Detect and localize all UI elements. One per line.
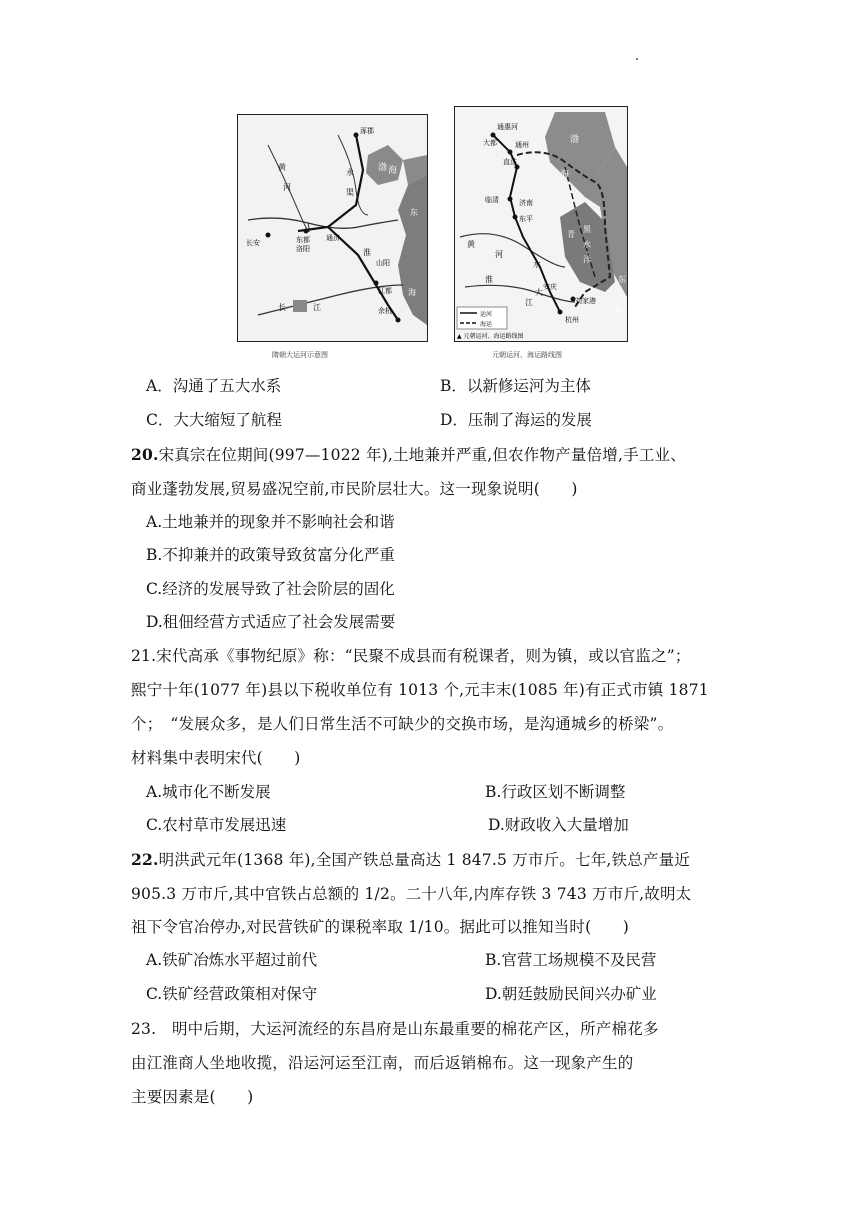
label-bo: 渤 — [378, 163, 388, 173]
label-tongzhou: 通州 — [515, 141, 529, 149]
legend-canal: 运河 — [480, 311, 493, 318]
label-huang: 黄 — [278, 163, 286, 172]
label-bo-r: 渤 — [570, 135, 580, 145]
label-huai: 淮 — [363, 248, 371, 257]
label-luoyang: 洛阳 — [296, 245, 310, 253]
label-chang: 长 — [278, 303, 286, 312]
label-qu: 渠 — [346, 188, 354, 197]
q21-option-d: D.财政收入大量增加 — [488, 816, 629, 834]
label-changan: 长安 — [246, 239, 260, 247]
q22-text-line1: 明洪武元年(1368 年),全国产铁总量高达 1 847.5 万市斤。七年,铁总产量近 — [158, 851, 691, 869]
q19-option-a: A．沟通了五大水系 — [146, 377, 282, 395]
yuan-inner-caption: ▲ 元朝运河、海运路线图 — [457, 333, 524, 340]
q20-option-d: D.租佃经营方式适应了社会发展需要 — [146, 613, 396, 631]
label-hangzhou: 杭州 — [565, 316, 579, 324]
label-da: 大 — [535, 288, 543, 297]
label-he-r: 河 — [495, 250, 503, 259]
q22-option-b: B.官营工场规模不及民营 — [485, 951, 657, 969]
label-jiangdu: 江都 — [378, 287, 392, 295]
q20-stem-line2: 商业蓬勃发展,贸易盛况空前,市民阶层壮大。这一现象说明( ) — [131, 480, 578, 498]
q21-option-c: C.农村草市发展迅速 — [146, 816, 287, 834]
q22-option-c: C.铁矿经营政策相对保守 — [146, 985, 318, 1003]
q20-option-c: C.经济的发展导致了社会阶层的固化 — [146, 580, 395, 598]
q20-stem-line1 — [131, 443, 686, 465]
label-shanyang: 山阳 — [376, 259, 390, 267]
q22-stem-line3: 祖下令官冶停办,对民营铁矿的课税率取 1/10。据此可以推知当时( ) — [131, 918, 629, 936]
q21-stem-line2: 熙宁十年(1077 年)县以下税收单位有 1013 个,元丰末(1085 年)有正式市镇 1871 — [131, 681, 709, 699]
q21-stem-line3: 个； “发展众多，是人们日常生活不可缺少的交换市场，是沟通城乡的桥梁”。 — [131, 715, 674, 733]
label-jiang: 江 — [313, 303, 321, 312]
label-zhuojun: 涿郡 — [360, 127, 374, 135]
label-zhigu: 直沽 — [503, 158, 517, 166]
label-tongji: 通济 — [326, 234, 340, 242]
label-jinan: 济南 — [519, 199, 533, 207]
label-yuhang: 余杭 — [378, 307, 392, 315]
q23-stem-line2: 由江淮商人坐地收揽，沿运河运至江南，而后返销棉布。这一现象产生的 — [131, 1054, 634, 1072]
label-qing: 青 — [567, 230, 575, 239]
q23-stem-line3: 主要因素是( ) — [131, 1088, 254, 1106]
label-anqing: 安庆 — [543, 283, 557, 291]
q22-option-a: A.铁矿冶炼水平超过前代 — [146, 951, 318, 969]
q21-option-b: B.行政区划不断调整 — [485, 783, 626, 801]
q20-text-line1: 宋真宗在位期间(997—1022 年),土地兼并严重,但农作物产量倍增,手工业、 — [158, 446, 686, 464]
label-tonghui: 通惠河 — [497, 123, 518, 131]
label-shui2: 水 — [533, 260, 541, 269]
q21-option-a: A.城市化不断发展 — [146, 783, 271, 801]
label-dadu: 大都 — [483, 139, 497, 147]
label-hai2: 海 — [408, 288, 416, 297]
q19-option-c: C．大大缩短了航程 — [146, 411, 282, 429]
label-shui: 水 — [583, 240, 591, 249]
yuan-canal-map-drawing — [455, 107, 627, 341]
label-yang: 洋 — [583, 255, 591, 264]
stray-dot — [636, 58, 638, 60]
label-hai-r: 海 — [560, 170, 570, 180]
yuan-canal-map — [454, 106, 628, 342]
yuan-map-caption: 元朝运河、海运路线图 — [492, 351, 562, 359]
label-dongdu: 东都 — [296, 236, 310, 244]
q21-stem-line1: 21.宋代高承《事物纪原》称：“民聚不成县而有税课者，则为镇，或以官监之”； — [131, 647, 691, 665]
sui-map-caption: 隋朝大运河示意图 — [272, 351, 328, 359]
label-huai-r: 淮 — [485, 275, 493, 284]
legend-sea: 海运 — [480, 321, 493, 328]
q22-stem-line1 — [131, 848, 690, 870]
q22-option-d: D.朝廷鼓励民间兴办矿业 — [485, 985, 657, 1003]
label-he: 河 — [283, 183, 291, 192]
q20-option-b: B.不抑兼并的政策导致贫富分化严重 — [146, 546, 395, 564]
label-hai2-r: 海 — [615, 305, 623, 314]
label-dongping: 东平 — [519, 215, 533, 223]
sui-canal-map — [237, 114, 428, 342]
q21-stem-line4: 材料集中表明宋代( ) — [131, 749, 301, 767]
q19-option-b: B．以新修运河为主体 — [440, 377, 591, 395]
label-dong-r: 东 — [618, 275, 626, 284]
label-hei: 黑 — [583, 225, 591, 234]
label-huang-r: 黄 — [467, 240, 475, 249]
sui-canal-map-drawing — [238, 115, 427, 341]
q19-option-d: D．压制了海运的发展 — [440, 411, 592, 429]
q20-option-a: A.土地兼并的现象并不影响社会和谐 — [146, 513, 395, 531]
label-yong: 永 — [346, 168, 354, 177]
label-liujiagang: 刘家港 — [575, 297, 596, 305]
label-dong: 东 — [410, 208, 418, 217]
label-jiang-r: 江 — [525, 298, 533, 307]
q22-stem-line2: 905.3 万市斤,其中官铁占总额的 1/2。二十八年,内库存铁 3 743 万市斤,故明太 — [131, 885, 692, 903]
q23-stem-line1: 23. 明中后期，大运河流经的东昌府是山东最重要的棉花产区，所产棉花多 — [131, 1020, 659, 1038]
q20-number: 20. — [131, 445, 159, 464]
q22-number: 22. — [131, 850, 159, 869]
label-hai: 海 — [388, 166, 398, 176]
label-linqing: 临清 — [485, 196, 499, 204]
